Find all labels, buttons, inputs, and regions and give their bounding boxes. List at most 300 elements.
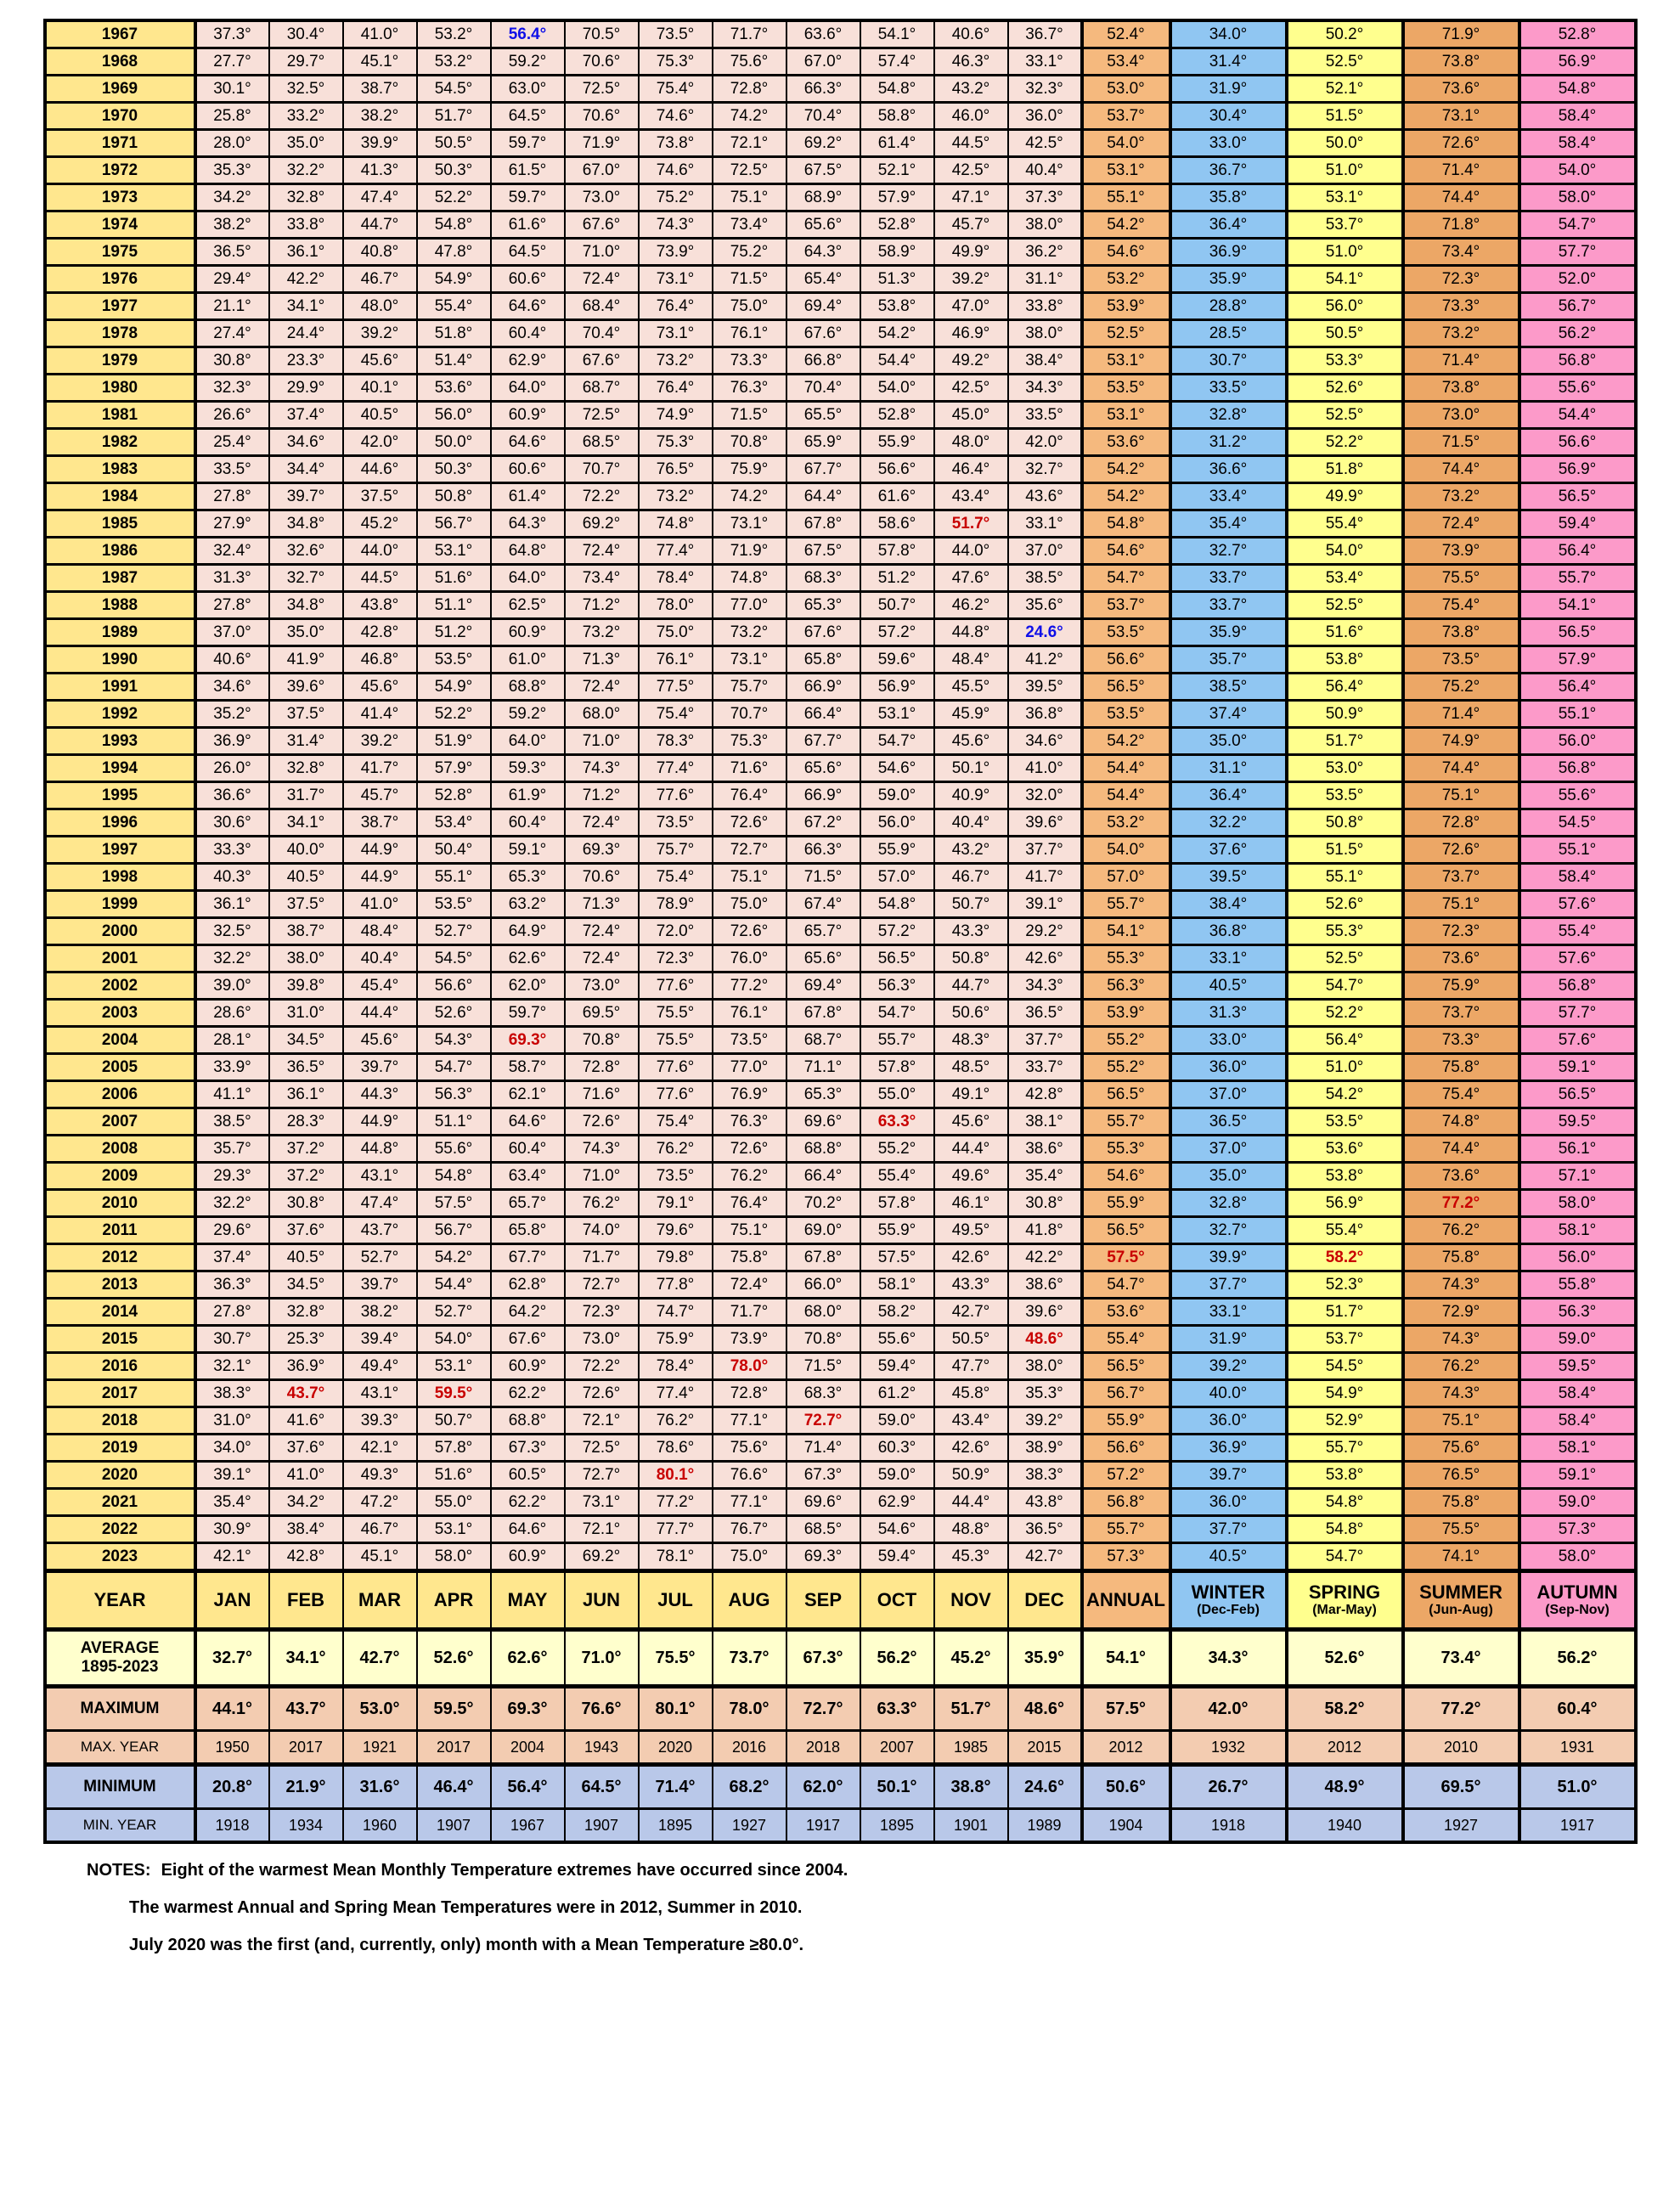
temp-cell: 64.5° <box>491 239 565 266</box>
temp-cell: 55.7° <box>1082 1516 1170 1543</box>
temp-cell: 72.3° <box>1403 266 1519 293</box>
temp-cell: 54.7° <box>417 1054 491 1081</box>
temp-cell: 54.0° <box>1287 538 1403 565</box>
temp-cell: 44.8° <box>934 619 1008 646</box>
maximum-cell: 48.6° <box>1008 1687 1082 1731</box>
temp-cell: 48.6° <box>1008 1326 1082 1353</box>
temp-cell: 74.4° <box>1403 755 1519 782</box>
temp-cell: 72.2° <box>565 483 639 510</box>
temp-cell: 70.2° <box>786 1190 860 1217</box>
temp-cell: 78.9° <box>639 891 713 918</box>
temp-cell: 67.8° <box>786 510 860 538</box>
maximum-cell: 72.7° <box>786 1687 860 1731</box>
minyear-cell: 1918 <box>195 1809 269 1843</box>
temp-cell: 74.3° <box>565 755 639 782</box>
temp-cell: 27.8° <box>195 483 269 510</box>
temp-cell: 54.7° <box>860 1000 934 1027</box>
temp-cell: 56.0° <box>1519 728 1636 755</box>
temp-cell: 44.9° <box>343 864 417 891</box>
temp-cell: 53.2° <box>417 48 491 76</box>
temp-cell: 76.1° <box>713 320 786 347</box>
temp-cell: 32.8° <box>269 755 343 782</box>
temp-cell: 72.1° <box>565 1407 639 1435</box>
temp-cell: 62.6° <box>491 945 565 972</box>
temp-cell: 68.7° <box>565 375 639 402</box>
temp-cell: 44.0° <box>343 538 417 565</box>
table-row-2002 <box>45 972 1636 1000</box>
table-row-1978 <box>45 320 1636 347</box>
temp-cell: 37.0° <box>1008 538 1082 565</box>
temp-cell: 27.7° <box>195 48 269 76</box>
maximum-cell: 80.1° <box>639 1687 713 1731</box>
temp-cell: 62.5° <box>491 592 565 619</box>
temp-cell: 34.2° <box>195 184 269 211</box>
temp-cell: 48.0° <box>343 293 417 320</box>
temp-cell: 54.7° <box>1287 1543 1403 1571</box>
temp-cell: 39.7° <box>269 483 343 510</box>
temp-cell: 55.3° <box>1082 1136 1170 1163</box>
temp-cell: 71.4° <box>1403 157 1519 184</box>
temp-cell: 35.0° <box>269 130 343 157</box>
temp-cell: 31.3° <box>1170 1000 1287 1027</box>
note-text-1: Eight of the warmest Mean Monthly Temperature extremes have occurred since 2004. <box>161 1861 848 1880</box>
temp-cell: 69.6° <box>786 1489 860 1516</box>
temp-cell: 65.9° <box>786 429 860 456</box>
temp-cell: 43.1° <box>343 1380 417 1407</box>
temp-cell: 44.8° <box>343 1136 417 1163</box>
average-cell: 45.2° <box>934 1630 1008 1687</box>
temp-cell: 77.4° <box>639 1380 713 1407</box>
temp-cell: 39.2° <box>343 320 417 347</box>
year-cell: 1987 <box>45 565 195 592</box>
temp-cell: 46.7° <box>343 266 417 293</box>
temp-cell: 73.2° <box>1403 483 1519 510</box>
year-cell: 1988 <box>45 592 195 619</box>
year-cell: 2004 <box>45 1027 195 1054</box>
temp-cell: 36.0° <box>1008 103 1082 130</box>
temp-cell: 77.5° <box>639 674 713 701</box>
temp-cell: 75.5° <box>639 1000 713 1027</box>
temp-cell: 38.5° <box>195 1108 269 1136</box>
temp-cell: 52.1° <box>860 157 934 184</box>
temp-cell: 50.6° <box>934 1000 1008 1027</box>
temp-cell: 68.3° <box>786 565 860 592</box>
temp-cell: 75.3° <box>639 48 713 76</box>
temp-cell: 73.5° <box>1403 646 1519 674</box>
temp-cell: 72.0° <box>639 918 713 945</box>
temp-cell: 70.4° <box>565 320 639 347</box>
temp-cell: 36.3° <box>195 1271 269 1299</box>
temp-cell: 73.0° <box>565 184 639 211</box>
temp-cell: 58.4° <box>1519 103 1636 130</box>
temp-cell: 38.6° <box>1008 1271 1082 1299</box>
summary-label-line: MIN. YEAR <box>82 1817 157 1833</box>
maxyear-cell: 2017 <box>417 1731 491 1765</box>
maximum-cell: 57.5° <box>1082 1687 1170 1731</box>
temp-cell: 49.3° <box>343 1462 417 1489</box>
temp-cell: 68.5° <box>565 429 639 456</box>
maxyear-cell: 2016 <box>713 1731 786 1765</box>
average-cell: 56.2° <box>860 1630 934 1687</box>
temp-cell: 59.4° <box>1519 510 1636 538</box>
temp-cell: 76.9° <box>713 1081 786 1108</box>
temp-cell: 65.7° <box>786 918 860 945</box>
temp-cell: 73.1° <box>713 646 786 674</box>
temp-cell: 55.2° <box>1082 1054 1170 1081</box>
temp-cell: 29.4° <box>195 266 269 293</box>
temp-cell: 48.8° <box>934 1516 1008 1543</box>
temp-cell: 39.6° <box>1008 809 1082 837</box>
temp-cell: 59.2° <box>491 48 565 76</box>
temp-cell: 30.4° <box>269 20 343 48</box>
temp-cell: 53.6° <box>1287 1136 1403 1163</box>
average-cell: 73.4° <box>1403 1630 1519 1687</box>
temp-cell: 32.2° <box>269 157 343 184</box>
maximum-row <box>45 1687 1636 1731</box>
table-row-1995 <box>45 782 1636 809</box>
temp-cell: 73.8° <box>1403 48 1519 76</box>
temp-cell: 75.2° <box>639 184 713 211</box>
temp-cell: 32.6° <box>269 538 343 565</box>
temp-cell: 52.8° <box>1519 20 1636 48</box>
temp-cell: 51.9° <box>417 728 491 755</box>
temp-cell: 56.5° <box>1082 1353 1170 1380</box>
temp-cell: 57.6° <box>1519 1027 1636 1054</box>
notes-label: NOTES: <box>87 1861 151 1880</box>
temp-cell: 71.9° <box>1403 20 1519 48</box>
temp-cell: 35.7° <box>1170 646 1287 674</box>
temp-cell: 72.2° <box>565 1353 639 1380</box>
temp-cell: 29.9° <box>269 375 343 402</box>
minimum-cell: 56.4° <box>491 1765 565 1809</box>
temp-cell: 73.6° <box>1403 945 1519 972</box>
table-row-2015 <box>45 1326 1636 1353</box>
temp-cell: 65.6° <box>786 945 860 972</box>
maxyear-cell: 1921 <box>343 1731 417 1765</box>
maximum-cell: 60.4° <box>1519 1687 1636 1731</box>
year-cell: 1972 <box>45 157 195 184</box>
temp-cell: 38.0° <box>1008 1353 1082 1380</box>
temp-cell: 28.1° <box>195 1027 269 1054</box>
temp-cell: 73.2° <box>565 619 639 646</box>
temp-cell: 53.1° <box>417 538 491 565</box>
temp-cell: 32.7° <box>1170 1217 1287 1244</box>
temp-cell: 38.5° <box>1008 565 1082 592</box>
temp-cell: 70.8° <box>565 1027 639 1054</box>
temp-cell: 74.3° <box>1403 1380 1519 1407</box>
temp-cell: 49.2° <box>934 347 1008 375</box>
temp-cell: 70.4° <box>786 375 860 402</box>
month-column-header: JUN <box>565 1571 639 1630</box>
temp-cell: 73.0° <box>565 1326 639 1353</box>
temp-cell: 26.0° <box>195 755 269 782</box>
year-cell: 2019 <box>45 1435 195 1462</box>
summary-label-line: MAX. YEAR <box>80 1739 160 1755</box>
temp-cell: 73.0° <box>1403 402 1519 429</box>
page <box>0 19 1680 2193</box>
table-row-1981 <box>45 402 1636 429</box>
temp-cell: 49.6° <box>934 1163 1008 1190</box>
temp-cell: 40.6° <box>934 20 1008 48</box>
temp-cell: 43.4° <box>934 483 1008 510</box>
temp-cell: 75.7° <box>713 674 786 701</box>
temp-cell: 74.3° <box>639 211 713 239</box>
temp-cell: 57.0° <box>1082 864 1170 891</box>
temp-cell: 76.3° <box>713 375 786 402</box>
temp-cell: 56.6° <box>1082 646 1170 674</box>
temp-cell: 42.5° <box>934 375 1008 402</box>
temp-cell: 54.7° <box>860 728 934 755</box>
temp-cell: 58.9° <box>860 239 934 266</box>
temp-cell: 48.3° <box>934 1027 1008 1054</box>
temp-cell: 51.6° <box>417 565 491 592</box>
temp-cell: 39.2° <box>343 728 417 755</box>
table-row-1999 <box>45 891 1636 918</box>
temp-cell: 36.1° <box>269 1081 343 1108</box>
temp-cell: 56.9° <box>1519 456 1636 483</box>
temp-cell: 31.4° <box>1170 48 1287 76</box>
temp-cell: 36.9° <box>1170 1435 1287 1462</box>
temp-cell: 65.3° <box>786 592 860 619</box>
temp-cell: 30.7° <box>195 1326 269 1353</box>
temp-cell: 56.3° <box>1082 972 1170 1000</box>
temp-cell: 59.7° <box>491 130 565 157</box>
temp-cell: 76.1° <box>639 646 713 674</box>
temp-cell: 24.6° <box>1008 619 1082 646</box>
temp-cell: 38.2° <box>343 1299 417 1326</box>
temp-cell: 54.1° <box>860 20 934 48</box>
temp-cell: 37.4° <box>195 1244 269 1271</box>
maximum-cell: 58.2° <box>1287 1687 1403 1731</box>
temp-cell: 33.9° <box>195 1054 269 1081</box>
temp-cell: 80.1° <box>639 1462 713 1489</box>
temp-cell: 46.7° <box>343 1516 417 1543</box>
minimum-cell: 31.6° <box>343 1765 417 1809</box>
temp-cell: 56.7° <box>1082 1380 1170 1407</box>
temp-cell: 33.7° <box>1008 1054 1082 1081</box>
minyear-cell: 1895 <box>860 1809 934 1843</box>
temp-cell: 76.4° <box>639 375 713 402</box>
temp-cell: 76.4° <box>713 782 786 809</box>
temp-cell: 25.4° <box>195 429 269 456</box>
temp-cell: 52.3° <box>1287 1271 1403 1299</box>
temp-cell: 52.2° <box>1287 1000 1403 1027</box>
temp-cell: 36.7° <box>1170 157 1287 184</box>
year-cell: 1974 <box>45 211 195 239</box>
temp-cell: 35.3° <box>1008 1380 1082 1407</box>
temp-cell: 55.9° <box>1082 1407 1170 1435</box>
temp-cell: 38.0° <box>1008 211 1082 239</box>
temp-cell: 64.6° <box>491 293 565 320</box>
year-cell: 1993 <box>45 728 195 755</box>
temp-cell: 70.6° <box>565 103 639 130</box>
temp-cell: 45.2° <box>343 510 417 538</box>
temp-cell: 72.4° <box>565 674 639 701</box>
temp-cell: 51.7° <box>417 103 491 130</box>
temp-cell: 36.4° <box>1170 211 1287 239</box>
temp-cell: 59.6° <box>860 646 934 674</box>
temp-cell: 69.6° <box>786 1108 860 1136</box>
temp-cell: 72.8° <box>1403 809 1519 837</box>
temp-cell: 58.0° <box>1519 1190 1636 1217</box>
year-cell: 2015 <box>45 1326 195 1353</box>
table-row-2019 <box>45 1435 1636 1462</box>
temp-cell: 53.8° <box>860 293 934 320</box>
temp-cell: 57.5° <box>1082 1244 1170 1271</box>
temp-cell: 56.8° <box>1519 972 1636 1000</box>
minimum-cell: 24.6° <box>1008 1765 1082 1809</box>
temp-cell: 55.1° <box>1519 701 1636 728</box>
minimum-cell: 46.4° <box>417 1765 491 1809</box>
temp-cell: 73.3° <box>713 347 786 375</box>
temp-cell: 25.8° <box>195 103 269 130</box>
temp-cell: 53.5° <box>417 646 491 674</box>
temp-cell: 56.2° <box>1519 320 1636 347</box>
temp-cell: 44.9° <box>343 1108 417 1136</box>
temp-cell: 56.5° <box>1519 1081 1636 1108</box>
table-row-1968 <box>45 48 1636 76</box>
year-cell: 1994 <box>45 755 195 782</box>
temp-cell: 55.4° <box>1287 1217 1403 1244</box>
table-row-1974 <box>45 211 1636 239</box>
temp-cell: 54.8° <box>860 76 934 103</box>
temp-cell: 77.6° <box>639 1054 713 1081</box>
temp-cell: 52.6° <box>1287 375 1403 402</box>
temp-cell: 52.8° <box>860 402 934 429</box>
temp-cell: 42.0° <box>1008 429 1082 456</box>
temp-cell: 72.1° <box>565 1516 639 1543</box>
year-cell: 2005 <box>45 1054 195 1081</box>
temp-cell: 53.1° <box>417 1516 491 1543</box>
temp-cell: 73.5° <box>639 20 713 48</box>
table-row-2021 <box>45 1489 1636 1516</box>
temp-cell: 36.2° <box>1008 239 1082 266</box>
temp-cell: 57.9° <box>417 755 491 782</box>
temp-cell: 71.9° <box>565 130 639 157</box>
temp-cell: 53.1° <box>417 1353 491 1380</box>
temp-cell: 54.2° <box>1082 211 1170 239</box>
temp-cell: 53.2° <box>417 20 491 48</box>
temp-cell: 69.2° <box>565 510 639 538</box>
temp-cell: 55.6° <box>1519 375 1636 402</box>
year-cell: 1979 <box>45 347 195 375</box>
temp-cell: 56.4° <box>1519 538 1636 565</box>
temp-cell: 32.8° <box>1170 402 1287 429</box>
temp-cell: 36.0° <box>1170 1489 1287 1516</box>
table-row-1997 <box>45 837 1636 864</box>
table-row-1982 <box>45 429 1636 456</box>
temp-cell: 59.1° <box>1519 1462 1636 1489</box>
temp-cell: 74.8° <box>1403 1108 1519 1136</box>
temp-cell: 29.6° <box>195 1217 269 1244</box>
temp-cell: 42.8° <box>343 619 417 646</box>
temp-cell: 74.2° <box>713 103 786 130</box>
temp-cell: 71.5° <box>713 402 786 429</box>
temp-cell: 62.2° <box>491 1380 565 1407</box>
temp-cell: 60.5° <box>491 1462 565 1489</box>
temp-cell: 37.7° <box>1008 837 1082 864</box>
maxyear-cell: 2015 <box>1008 1731 1082 1765</box>
temp-cell: 41.7° <box>343 755 417 782</box>
temp-cell: 51.4° <box>417 347 491 375</box>
temp-cell: 73.5° <box>639 809 713 837</box>
temp-cell: 36.8° <box>1008 701 1082 728</box>
temp-cell: 73.3° <box>1403 293 1519 320</box>
temp-cell: 48.4° <box>343 918 417 945</box>
temp-cell: 27.8° <box>195 592 269 619</box>
minyear-cell: 1989 <box>1008 1809 1082 1843</box>
temp-cell: 58.0° <box>417 1543 491 1571</box>
temp-cell: 56.8° <box>1082 1489 1170 1516</box>
temp-cell: 37.3° <box>195 20 269 48</box>
temp-cell: 74.2° <box>713 483 786 510</box>
temp-cell: 59.2° <box>491 701 565 728</box>
temp-cell: 31.1° <box>1008 266 1082 293</box>
temp-cell: 45.6° <box>934 1108 1008 1136</box>
temp-cell: 58.1° <box>1519 1435 1636 1462</box>
temp-cell: 39.0° <box>195 972 269 1000</box>
temp-cell: 44.9° <box>343 837 417 864</box>
temp-cell: 34.0° <box>1170 20 1287 48</box>
temp-cell: 74.6° <box>639 157 713 184</box>
table-row-1977 <box>45 293 1636 320</box>
temp-cell: 78.1° <box>639 1543 713 1571</box>
table-row-2004 <box>45 1027 1636 1054</box>
temp-cell: 32.7° <box>1008 456 1082 483</box>
temp-cell: 57.3° <box>1519 1516 1636 1543</box>
minyear-cell: 1967 <box>491 1809 565 1843</box>
temp-cell: 35.3° <box>195 157 269 184</box>
temp-cell: 47.2° <box>343 1489 417 1516</box>
table-row-1967 <box>45 20 1636 48</box>
temp-cell: 53.7° <box>1287 211 1403 239</box>
temp-cell: 51.8° <box>1287 456 1403 483</box>
temp-cell: 31.7° <box>269 782 343 809</box>
temp-cell: 42.8° <box>269 1543 343 1571</box>
temp-cell: 45.6° <box>343 347 417 375</box>
temp-cell: 55.7° <box>1287 1435 1403 1462</box>
temp-cell: 67.6° <box>565 211 639 239</box>
temp-cell: 75.2° <box>713 239 786 266</box>
minyear-cell: 1927 <box>1403 1809 1519 1843</box>
temp-cell: 71.2° <box>565 592 639 619</box>
temp-cell: 73.1° <box>565 1489 639 1516</box>
temp-cell: 73.8° <box>1403 619 1519 646</box>
temp-cell: 39.2° <box>1008 1407 1082 1435</box>
temp-cell: 54.6° <box>860 1516 934 1543</box>
temp-cell: 59.4° <box>860 1543 934 1571</box>
temp-cell: 76.2° <box>713 1163 786 1190</box>
temp-cell: 68.0° <box>565 701 639 728</box>
temp-cell: 37.7° <box>1170 1516 1287 1543</box>
temp-cell: 37.4° <box>1170 701 1287 728</box>
temp-cell: 31.9° <box>1170 1326 1287 1353</box>
temp-cell: 55.8° <box>1519 1271 1636 1299</box>
table-row-1988 <box>45 592 1636 619</box>
temp-cell: 55.2° <box>1082 1027 1170 1054</box>
summary-label-line: MINIMUM <box>83 1778 156 1796</box>
temp-cell: 51.7° <box>934 510 1008 538</box>
temp-cell: 57.8° <box>860 1190 934 1217</box>
temp-cell: 33.5° <box>1008 402 1082 429</box>
temp-cell: 41.7° <box>1008 864 1082 891</box>
temp-cell: 39.2° <box>1170 1353 1287 1380</box>
temp-cell: 66.8° <box>786 347 860 375</box>
temp-cell: 43.2° <box>934 837 1008 864</box>
table-row-2016 <box>45 1353 1636 1380</box>
temp-cell: 64.6° <box>491 429 565 456</box>
table-row-1998 <box>45 864 1636 891</box>
